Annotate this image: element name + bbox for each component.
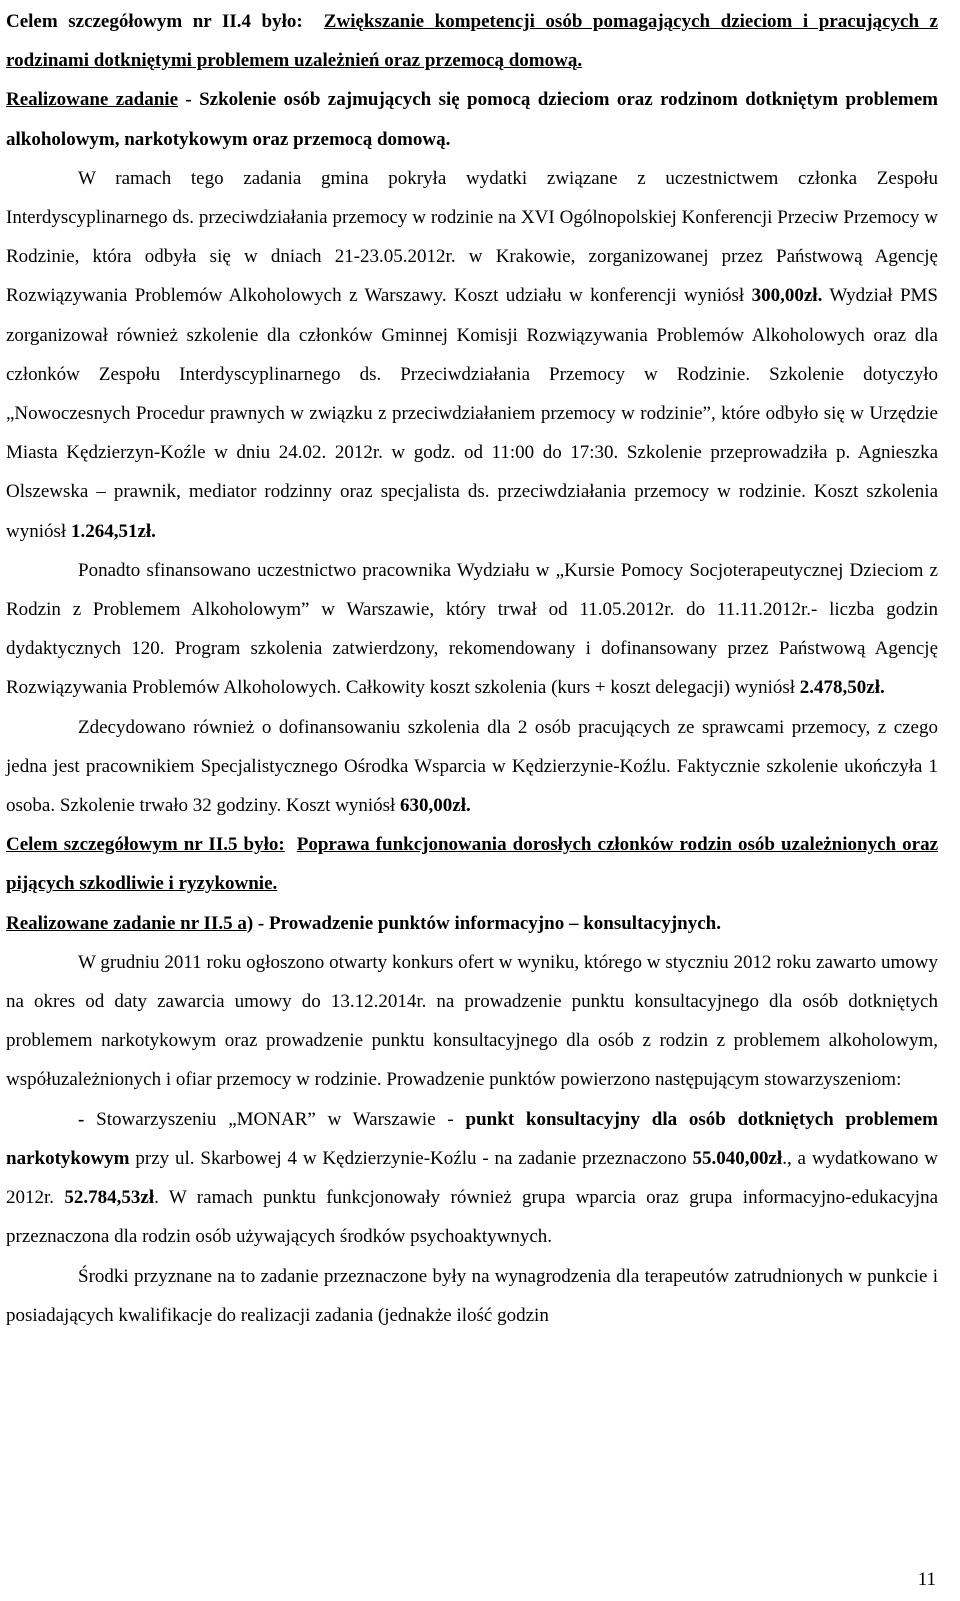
goal-heading-2-4 [6, 2, 938, 80]
task-heading-2-5a [6, 904, 938, 943]
paragraph-text: Stowarzyszeniu „MONAR” w Warszawie - [96, 1108, 466, 1130]
amount: 52.784,53zł [64, 1187, 155, 1209]
paragraph-text: Ponadto sfinansowano uczestnictwo pracownika Wydziału w „Kursie Pomocy Socjoterapeutycznej Dzieciom z Rodzin z Problemem Alkoholowym” w Warszawie, który trwał od 11.05.2012r. do 11.11.2012r.- liczba godzin dydaktycznych 120. Program szkolenia zatwierdzony, rekomendowany i dofinansowany przez Państwową Agencję Rozwiązywania Problemów Alkoholowych. Całkowity koszt szkolenia (kurs + koszt delegacji) wyniósł [6, 559, 938, 699]
document-page [6, 2, 938, 1335]
paragraph-conference [6, 159, 938, 551]
paragraph-contest: W grudniu 2011 roku ogłoszono otwarty konkurs ofert w wyniku, którego w styczniu 2012 roku zawarto umowy na okres od daty zawarcia umowy do 13.12.2014r. na prowadzenie punktu konsultacyjnego dla osób dotkniętych problemem narkotykowym oraz prowadzenie punktu konsultacyjnego dla osób z rodzin z problemem alkoholowym, współuzależnionych i ofiar przemocy w rodzinie. Prowadzenie punktów powierzono następującym stowarzyszeniom: [6, 951, 938, 1091]
paragraph-monar [6, 1100, 938, 1257]
task-label: Realizowane zadanie [6, 89, 179, 111]
paragraph-text: W ramach tego zadania gmina pokryła wydatki związane z uczestnictwem członka Zespołu Interdyscyplinarnego ds. przeciwdziałania przemocy w rodzinie na XVI Ogólnopolskiej Konferencji Przeciw Przemocy w Rodzinie, która odbyła się w dniach 21-23.05.2012r. w Krakowie, zorganizowanej przez Państwową Agencję Rozwiązywania Problemów Alkoholowych z Warszawy. Koszt udziału w konferencji wyniósł [6, 167, 938, 307]
paragraph-text: . W ramach punktu funkcjonowały również grupa wparcia oraz grupa informacyjno-edukacyjna przeznaczona dla rodzin osób używających środków psychoaktywnych. [6, 1187, 938, 1248]
task-text: - Prowadzenie punktów informacyjno – konsultacyjnych. [253, 912, 721, 934]
amount: 630,00zł. [400, 795, 471, 817]
task-label: Realizowane zadanie nr II.5 a) [6, 912, 254, 934]
goal-heading-2-5 [6, 825, 938, 903]
paragraph-text: Zdecydowano również o dofinansowaniu szkolenia dla 2 osób pracujących ze sprawcami przemocy, z czego jedna jest pracownikiem Specjalistycznego Ośrodka Wsparcia w Kędzierzynie-Koźlu. Faktycznie szkolenie ukończyła 1 osoba. Szkolenie trwało 32 godziny. Koszt wyniósł [6, 716, 938, 817]
task-text: - Szkolenie osób zajmujących się pomocą dzieciom oraz rodzinom dotkniętym problemem alkoholowym, narkotykowym oraz przemocą domową. [6, 89, 938, 150]
goal-text: Poprawa funkcjonowania dorosłych członków rodzin osób uzależnionych oraz pijących szkodliwie i ryzykownie. [6, 834, 939, 895]
paragraph-text: przy ul. Skarbowej 4 w Kędzierzynie-Koźlu - na zadanie przeznaczono [129, 1147, 693, 1169]
list-dash: - [78, 1108, 97, 1130]
paragraph-text: Wydział PMS zorganizował również szkolenie dla członków Gminnej Komisji Rozwiązywania Problemów Alkoholowych oraz dla członków Zespołu Interdyscyplinarnego ds. Przeciwdziałania Przemocy w Rodzinie. Szkolenie dotyczyło „Nowoczesnych Procedur prawnych w związku z przeciwdziałaniem przemocy w rodzinie”, które odbyło się w Urzędzie Miasta Kędzierzyn-Koźle w dniu 24.02. 2012r. w godz. od 11:00 do 17:30. Szkolenie przeprowadziła p. Agnieszka Olszewska – prawnik, mediator rodzinny oraz specjalista ds. przeciwdziałania przemocy w rodzinie. Koszt szkolenia wyniósł [6, 285, 938, 542]
amount: 55.040,00zł [692, 1147, 783, 1169]
amount: 2.478,50zł. [799, 677, 885, 699]
goal-label: Celem szczegółowym nr II.4 było: [6, 11, 303, 32]
paragraph-funds: Środki przyznane na to zadanie przeznaczone były na wynagrodzenia dla terapeutów zatrudnionych w punkcie i posiadających kwalifikacje do realizacji zadania (jednakże ilość godzin [6, 1265, 938, 1326]
page-number: 11 [917, 1569, 936, 1590]
bold-text: punkt konsultacyjny dla osób dotkniętych problemem narkotykowym [6, 1108, 939, 1169]
goal-text: Zwiększanie kompetencji osób pomagających dzieciom i pracujących z rodzinami dotkniętymi problemem uzależnień oraz przemocą domową. [6, 11, 938, 72]
paragraph-course [6, 551, 938, 708]
paragraph-training [6, 708, 938, 826]
amount: 300,00zł. [751, 285, 823, 307]
amount: 1.264,51zł. [70, 520, 156, 542]
goal-label: Celem szczegółowym nr II.5 było: [6, 834, 285, 856]
paragraph-text: ., a wydatkowano w 2012r. [6, 1147, 939, 1209]
task-heading-2-4 [6, 80, 938, 158]
